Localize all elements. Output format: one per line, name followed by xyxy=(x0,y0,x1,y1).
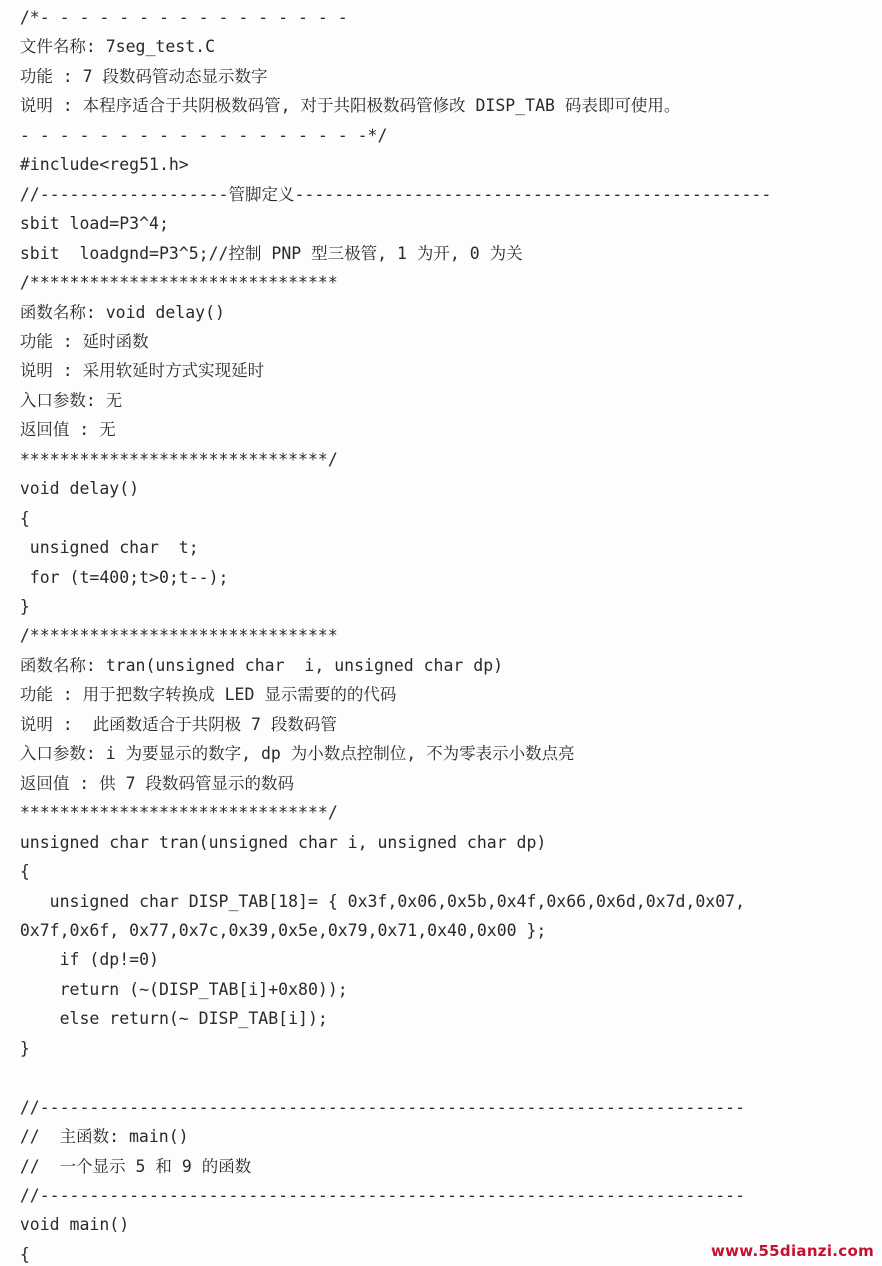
code-line: //----------------------------------------------------------------------- xyxy=(0,1097,746,1117)
code-line: { xyxy=(0,508,30,528)
code-line: unsigned char t; xyxy=(0,538,199,558)
code-line: //-------------------管脚定义------------------------------------------------ xyxy=(0,184,772,204)
code-line: 功能 : 用于把数字转换成 LED 显示需要的的代码 xyxy=(0,685,397,705)
code-line: // 一个显示 5 和 9 的函数 xyxy=(0,1156,252,1176)
code-line: 0x7f,0x6f, 0x77,0x7c,0x39,0x5e,0x79,0x71,0x40,0x00 }; xyxy=(0,920,547,940)
code-line: /******************************* xyxy=(0,273,338,293)
code-line: for (t=400;t>0;t--); xyxy=(0,567,229,587)
code-line: 文件名称: 7seg_test.C xyxy=(0,37,216,57)
code-line: unsigned char DISP_TAB[18]= { 0x3f,0x06,0x5b,0x4f,0x66,0x6d,0x7d,0x07, xyxy=(0,891,746,911)
code-line: 说明 : 采用软延时方式实现延时 xyxy=(0,361,265,381)
code-line: 入口参数: i 为要显示的数字, dp 为小数点控制位, 不为零表示小数点亮 xyxy=(0,744,575,764)
code-line: return (~(DISP_TAB[i]+0x80)); xyxy=(0,979,348,999)
code-line: if (dp!=0) xyxy=(0,950,159,970)
code-line: void delay() xyxy=(0,479,140,499)
code-line: 函数名称: void delay() xyxy=(0,302,225,322)
code-line: 说明 : 此函数适合于共阴极 7 段数码管 xyxy=(0,714,337,734)
code-line: { xyxy=(0,1244,30,1264)
code-line: } xyxy=(0,1038,30,1058)
code-line: 功能 : 延时函数 xyxy=(0,331,149,351)
code-line: sbit load=P3^4; xyxy=(0,214,169,234)
code-line: 功能 : 7 段数码管动态显示数字 xyxy=(0,66,268,86)
code-line: *******************************/ xyxy=(0,449,338,469)
code-line: 说明 : 本程序适合于共阴极数码管, 对于共阳极数码管修改 DISP_TAB 码表即可使用。 xyxy=(0,96,681,116)
code-line: } xyxy=(0,597,30,616)
code-line: /******************************* xyxy=(0,626,338,646)
code-line: 函数名称: tran(unsigned char i, unsigned char dp) xyxy=(0,655,504,675)
code-line: { xyxy=(0,862,30,882)
site-watermark: www.55dianzi.com xyxy=(710,1242,874,1260)
code-line: sbit loadgnd=P3^5;//控制 PNP 型三极管, 1 为开, 0 为关 xyxy=(0,243,523,263)
code-line: 返回值 : 无 xyxy=(0,420,116,440)
code-line: /*- - - - - - - - - - - - - - - - xyxy=(0,8,348,27)
code-line: - - - - - - - - - - - - - - - - - -*/ xyxy=(0,125,388,145)
code-line: void main() xyxy=(0,1215,130,1235)
code-line: unsigned char tran(unsigned char i, unsigned char dp) xyxy=(0,832,547,852)
code-line: 入口参数: 无 xyxy=(0,390,123,410)
code-line: *******************************/ xyxy=(0,803,338,823)
code-line: 返回值 : 供 7 段数码管显示的数码 xyxy=(0,773,294,793)
code-line: // 主函数: main() xyxy=(0,1127,189,1147)
code-line: //----------------------------------------------------------------------- xyxy=(0,1186,746,1205)
code-line: #include<reg51.h> xyxy=(0,155,189,175)
code-line: else return(~ DISP_TAB[i]); xyxy=(0,1009,328,1029)
